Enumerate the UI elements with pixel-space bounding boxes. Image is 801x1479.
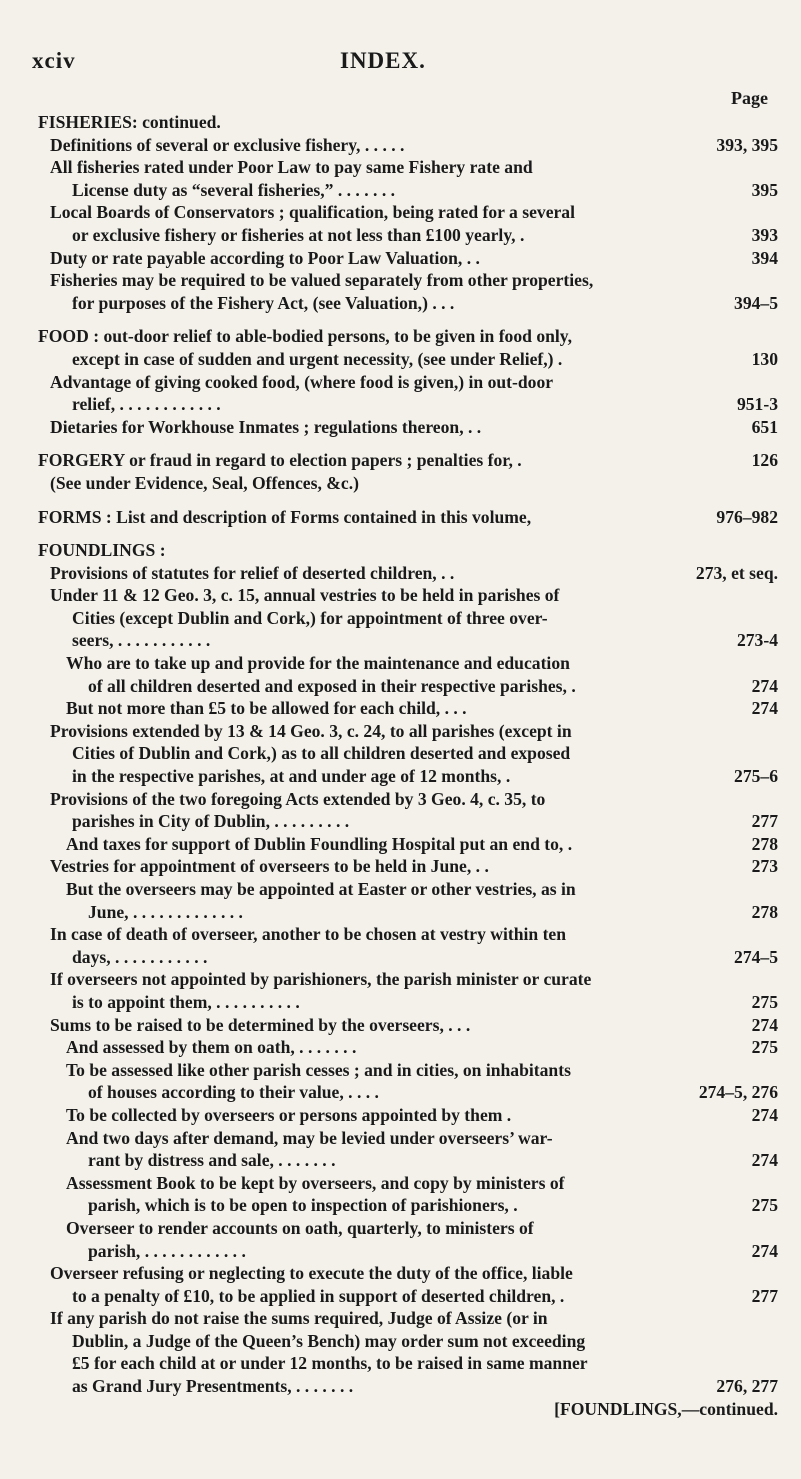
entry-text: relief, . . . . . . . . . . . .	[72, 394, 221, 415]
page-reference: 394	[751, 247, 778, 268]
entry-text: In case of death of overseer, another to be chosen at vestry within ten	[50, 924, 567, 945]
page-reference: 277	[751, 811, 778, 832]
index-entry-line	[38, 1127, 778, 1150]
entry-text: License duty as “several fisheries,” . . . . . . .	[72, 179, 396, 200]
entry-text: Duty or rate payable according to Poor Law Valuation, . .	[50, 247, 480, 268]
index-entry-line	[38, 652, 778, 675]
index-entry-line	[38, 247, 778, 270]
index-entry-line	[38, 765, 778, 788]
page-reference: 275–6	[734, 766, 778, 787]
page-reference: 274	[751, 1240, 778, 1261]
entry-text: But the overseers may be appointed at Easter or other vestries, as in	[66, 879, 576, 899]
index-entry-line	[38, 878, 778, 901]
entry-text: If any parish do not raise the sums required, Judge of Assize (or in	[50, 1308, 548, 1329]
index-entry-line	[38, 1104, 778, 1127]
entry-text: except in case of sudden and urgent necessity, (see under Relief,) .	[72, 348, 563, 369]
entry-text: for purposes of the Fishery Act, (see Valuation,) . . .	[72, 292, 455, 313]
page-reference: 126	[751, 450, 778, 471]
entry-text: Dietaries for Workhouse Inmates ; regulations thereon, . .	[50, 416, 482, 437]
index-entry-line	[38, 1194, 778, 1217]
entry-text: Sums to be raised to be determined by the overseers, . . .	[50, 1014, 471, 1035]
index-section	[38, 449, 778, 494]
page-reference: 273-4	[736, 630, 778, 651]
entry-text: FORMS : List and description of Forms contained in this volume,	[38, 506, 532, 527]
page-reference: 275	[751, 1195, 778, 1216]
index-entry-line	[38, 1081, 778, 1104]
entry-text: To be assessed like other parish cesses ; and in cities, on inhabitants	[66, 1059, 571, 1080]
index-entry-line	[38, 1307, 778, 1330]
entry-text: Provisions extended by 13 & 14 Geo. 3, c. 24, to all parishes (except in	[50, 720, 572, 741]
index-entry-line	[38, 697, 778, 720]
entry-text: as Grand Jury Presentments, . . . . . . .	[72, 1376, 354, 1397]
page-reference: 275	[751, 991, 778, 1012]
entry-text: To be collected by overseers or persons appointed by them .	[66, 1104, 512, 1125]
index-entry-line	[38, 179, 778, 202]
index-entry-line	[38, 855, 778, 878]
index-entry-line	[38, 1285, 778, 1308]
index-entry-line	[38, 201, 778, 224]
page-reference: 393, 395	[716, 134, 778, 155]
entry-text: Overseer refusing or neglecting to execute the duty of the office, liable	[50, 1263, 573, 1284]
index-section	[38, 325, 778, 438]
page-reference: 395	[751, 179, 778, 200]
index-entry-line	[38, 1149, 778, 1172]
page-reference: 274–5	[734, 946, 778, 967]
section-heading: FISHERIES: continued.	[38, 112, 221, 132]
index-entry-line	[38, 991, 778, 1014]
page-reference: 274	[751, 1150, 778, 1171]
entry-text: Local Boards of Conservators ; qualification, being rated for a several	[50, 202, 575, 223]
entry-text: Provisions of the two foregoing Acts extended by 3 Geo. 4, c. 35, to	[50, 788, 546, 809]
page-reference: 976–982	[716, 506, 778, 527]
index-entry-line	[38, 1036, 778, 1059]
index-entry-line	[38, 506, 778, 529]
page-reference: 278	[751, 901, 778, 922]
index-entry-line	[38, 607, 778, 630]
index-entry-line	[38, 720, 778, 743]
index-entry-line	[38, 292, 778, 315]
index-entry-line	[38, 224, 778, 247]
page-reference: 394–5	[734, 292, 778, 313]
index-entry-line	[38, 788, 778, 811]
index-entry-line	[38, 156, 778, 179]
entry-text: parish, . . . . . . . . . . . .	[88, 1240, 246, 1261]
entry-text: (See under Evidence, Seal, Offences, &c.)	[50, 472, 359, 493]
page-reference: 273	[751, 856, 778, 877]
entry-text: seers, . . . . . . . . . . .	[72, 630, 211, 651]
entry-text: June, . . . . . . . . . . . . .	[88, 901, 243, 922]
entry-text: in the respective parishes, at and under age of 12 months, .	[72, 766, 511, 787]
index-entry-line	[38, 1217, 778, 1240]
page-column-label: Page	[731, 88, 768, 108]
entry-text: FOOD : out-door relief to able-bodied persons, to be given in food only,	[38, 326, 573, 347]
entry-text: All fisheries rated under Poor Law to pay same Fishery rate and	[50, 157, 533, 178]
page-reference: 274	[751, 1014, 778, 1035]
page-reference: 651	[751, 416, 778, 437]
entry-text: of all children deserted and exposed in their respective parishes, .	[88, 675, 576, 696]
index-body	[38, 111, 778, 1420]
entry-text: Definitions of several or exclusive fishery, . . . . .	[50, 134, 405, 155]
page-reference: 274	[751, 1104, 778, 1125]
page-reference: 274	[751, 675, 778, 696]
entry-text: £5 for each child at or under 12 months, to be raised in same manner	[72, 1353, 588, 1374]
index-entry-line	[38, 833, 778, 856]
entry-text: If overseers not appointed by parishioners, the parish minister or curate	[50, 969, 592, 990]
page-reference: 393	[751, 224, 778, 245]
index-entry-line	[38, 1330, 778, 1353]
page-reference: 275	[751, 1037, 778, 1058]
index-entry-line	[38, 449, 778, 472]
index-entry-line	[38, 1059, 778, 1082]
entry-text: or exclusive fishery or fisheries at not less than £100 yearly, .	[72, 224, 525, 245]
index-entry-line	[38, 1240, 778, 1263]
entry-text: FORGERY or fraud in regard to election papers ; penalties for, .	[38, 450, 522, 471]
index-entry-line	[38, 1375, 778, 1398]
entry-text: rant by distress and sale, . . . . . . .	[88, 1150, 336, 1171]
index-entry-line	[38, 742, 778, 765]
entry-text: And two days after demand, may be levied under overseers’ war-	[66, 1127, 553, 1148]
index-entry-line	[38, 675, 778, 698]
index-entry-line	[38, 134, 778, 157]
index-entry-line	[38, 371, 778, 394]
entry-text: Fisheries may be required to be valued separately from other properties,	[50, 270, 594, 291]
page-reference: 951-3	[736, 394, 778, 415]
index-entry-line	[38, 1172, 778, 1195]
page-reference: 274	[751, 698, 778, 719]
entry-text: Advantage of giving cooked food, (where food is given,) in out-door	[50, 371, 554, 392]
entry-text: Dublin, a Judge of the Queen’s Bench) may order sum not exceeding	[72, 1330, 586, 1351]
running-title: INDEX.	[340, 48, 426, 73]
index-entry-line	[38, 325, 778, 348]
page-reference: 276, 277	[716, 1376, 778, 1397]
entry-text: parishes in City of Dublin, . . . . . . . . .	[72, 811, 350, 832]
index-section	[38, 506, 778, 529]
entry-text: Under 11 & 12 Geo. 3, c. 15, annual vestries to be held in parishes of	[50, 585, 560, 606]
entry-text: days, . . . . . . . . . . .	[72, 946, 208, 967]
section-heading: FOUNDLINGS :	[38, 540, 166, 561]
index-entry-line	[38, 810, 778, 833]
page-reference: 273, et seq.	[695, 562, 778, 583]
entry-text: Who are to take up and provide for the maintenance and education	[66, 653, 570, 674]
index-section	[38, 539, 778, 1398]
index-entry-line	[38, 584, 778, 607]
entry-text: And taxes for support of Dublin Foundling Hospital put an end to, .	[66, 833, 573, 854]
entry-text: And assessed by them on oath, . . . . . . .	[66, 1037, 357, 1058]
page-reference: 278	[751, 833, 778, 854]
entry-text: Overseer to render accounts on oath, quarterly, to ministers of	[66, 1217, 534, 1238]
index-entry-line	[38, 923, 778, 946]
index-entry-line	[38, 348, 778, 371]
entry-text: to a penalty of £10, to be applied in support of deserted children, .	[72, 1285, 565, 1306]
entry-text: Provisions of statutes for relief of deserted children, . .	[50, 562, 455, 583]
index-entry-line	[38, 393, 778, 416]
index-entry-line	[38, 1014, 778, 1037]
page-reference: 277	[751, 1285, 778, 1306]
index-entry-line	[38, 629, 778, 652]
index-entry-line	[38, 1352, 778, 1375]
index-entry-line	[38, 946, 778, 969]
entry-text: Cities (except Dublin and Cork,) for appointment of three over-	[72, 607, 548, 628]
index-entry-line	[38, 968, 778, 991]
page-number: xciv	[32, 48, 76, 73]
index-entry-line	[38, 1262, 778, 1285]
index-entry-line	[38, 901, 778, 924]
entry-text: Cities of Dublin and Cork,) as to all children deserted and exposed	[72, 743, 571, 764]
entry-text: Vestries for appointment of overseers to be held in June, . .	[50, 856, 489, 877]
entry-text: parish, which is to be open to inspection of parishioners, .	[88, 1195, 518, 1216]
index-entry-line	[38, 269, 778, 292]
index-entry-line	[38, 416, 778, 439]
entry-text: But not more than £5 to be allowed for each child, . . .	[66, 698, 467, 719]
entry-text: is to appoint them, . . . . . . . . . .	[72, 991, 300, 1012]
page-reference: 130	[751, 348, 778, 369]
page-reference: 274–5, 276	[698, 1082, 778, 1103]
index-entry-line	[38, 472, 778, 495]
continuation-note: [FOUNDLINGS,—continued.	[554, 1398, 778, 1419]
index-entry-line	[38, 562, 778, 585]
entry-text: Assessment Book to be kept by overseers, and copy by ministers of	[66, 1172, 565, 1193]
index-section	[38, 111, 778, 314]
entry-text: of houses according to their value, . . . .	[88, 1082, 379, 1103]
